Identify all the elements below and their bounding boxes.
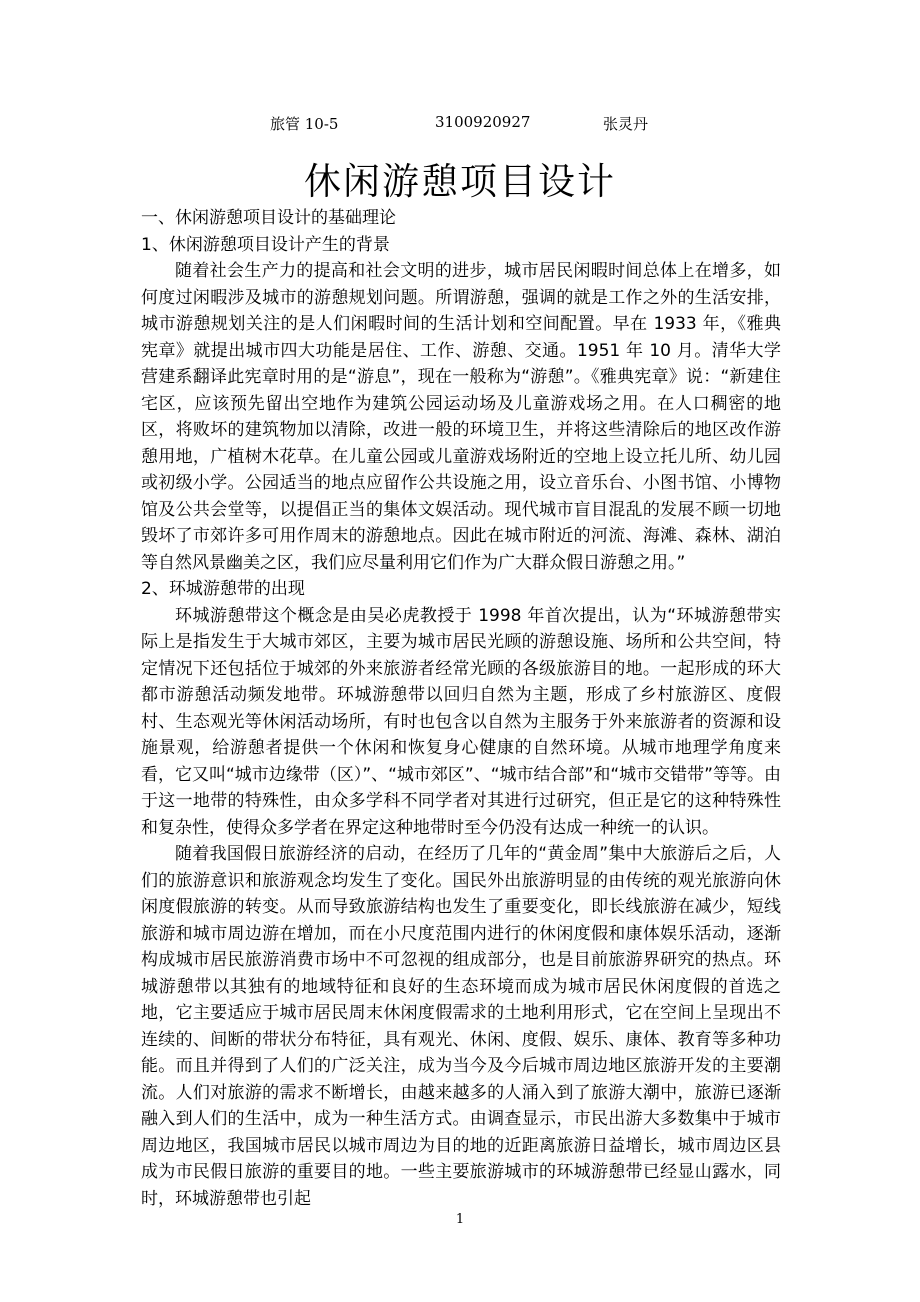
subsection-heading-background: 1、休闲游憩项目设计产生的背景 [141,234,390,255]
paragraph-recreation-belt-concept: 环城游憩带这个概念是由吴必虎教授于 1998 年首次提出，认为“环城游憩带实际上是指发生于大城市郊区，主要为城市居民光顾的游憩设施、场所和公共空间，特定情况下还包括位于城郊的外来旅游者经常光顾的各级旅游目的地。一起形成的环大都市游憩活动频发地带。环城游憩带以回归自然为主题，形成了乡村旅游区、度假村、生态观光等休闲活动场所，有时也包含以自然为主服务于外来旅游者的资源和设施景观，给游憩者提供一个休闲和恢复身心健康的自然环境。从城市地理学角度来看，它又叫“城市边缘带（区）”、“城市郊区”、“城市结合部”和“城市交错带”等等。由于这一地带的特殊性，由众多学科不同学者对其进行过研究，但正是它的这种特殊性和复杂性，使得众多学者在界定这种地带时至今仍没有达成一种统一的认识。 [141,605,781,838]
class-name: 旅管 10-5 [270,115,339,133]
document-body [141,205,781,1212]
author-name: 张灵丹 [603,115,649,133]
paragraph-holiday-tourism: 随着我国假日旅游经济的启动，在经历了几年的“黄金周”集中大旅游后之后，人们的旅游意识和旅游观念均发生了变化。国民外出旅游明显的由传统的观光旅游向休闲度假旅游的转变。从而导致旅游结构也发生了重要变化，即长线旅游在减少，短线旅游和城市周边游在增加，而在小尺度范围内进行的休闲度假和康体娱乐活动，逐渐构成城市居民旅游消费市场中不可忽视的组成部分，也是目前旅游界研究的热点。环城游憩带以其独有的地域特征和良好的生态环境而成为城市居民休闲度假的首选之地，它主要适应于城市居民周末休闲度假需求的土地利用形式，它在空间上呈现出不连续的、间断的带状分布特征，具有观光、休闲、度假、娱乐、康体、教育等多种功能。而且并得到了人们的广泛关注，成为当今及今后城市周边地区旅游开发的主要潮流。人们对旅游的需求不断增长，由越来越多的人涌入到了旅游大潮中，旅游已逐渐融入到人们的生活中，成为一种生活方式。由调查显示，市民出游大多数集中于城市周边地区，我国城市居民以城市周边为目的地的近距离旅游日益增长，城市周边区县成为市民假日旅游的重要目的地。一些主要旅游城市的环城游憩带已经显山露水，同时，环城游憩带也引起 [141,844,781,1209]
subsection-heading-recreation-belt: 2、环城游憩带的出现 [141,579,305,599]
paragraph-background: 随着社会生产力的提高和社会文明的进步，城市居民闲暇时间总体上在增多，如何度过闲暇涉及城市的游憩规划问题。所谓游憩，强调的就是工作之外的生活安排，城市游憩规划关注的是人们闲暇时间的生活计划和空间配置。早在 1933 年，《雅典宪章》就提出城市四大功能是居住、工作、游憩、交通。1951 年 10 月。清华大学营建系翻译此宪章时用的是“游息”，现在一般称为“游憩”。《雅典宪章》说：“新建住宅区，应该预先留出空地作为建筑公园运动场及儿童游戏场之用。在人口稠密的地区，将败坏的建筑物加以清除，改进一般的环境卫生，并将这些清除后的地区改作游憩用地，广植树木花草。在儿童公园或儿童游戏场附近的空地上设立托儿所、幼儿园或初级小学。公园适当的地点应留作公共设施之用，设立音乐台、小图书馆、小博物馆及公共会堂等，以提倡正当的集体文娱活动。现代城市盲目混乱的发展不顾一切地毁坏了市郊许多可用作周末的游憩地点。因此在城市附近的河流、海滩、森林、湖泊等自然风景幽美之区，我们应尽量利用它们作为广大群众假日游憩之用。” [141,261,781,573]
page-number: 1 [455,1212,465,1227]
document-header [0,113,920,137]
document-title: 休闲游憩项目设计 [304,160,616,203]
section-heading: 一、休闲游憩项目设计的基础理论 [141,208,396,228]
student-id: 3100920927 [435,113,531,131]
